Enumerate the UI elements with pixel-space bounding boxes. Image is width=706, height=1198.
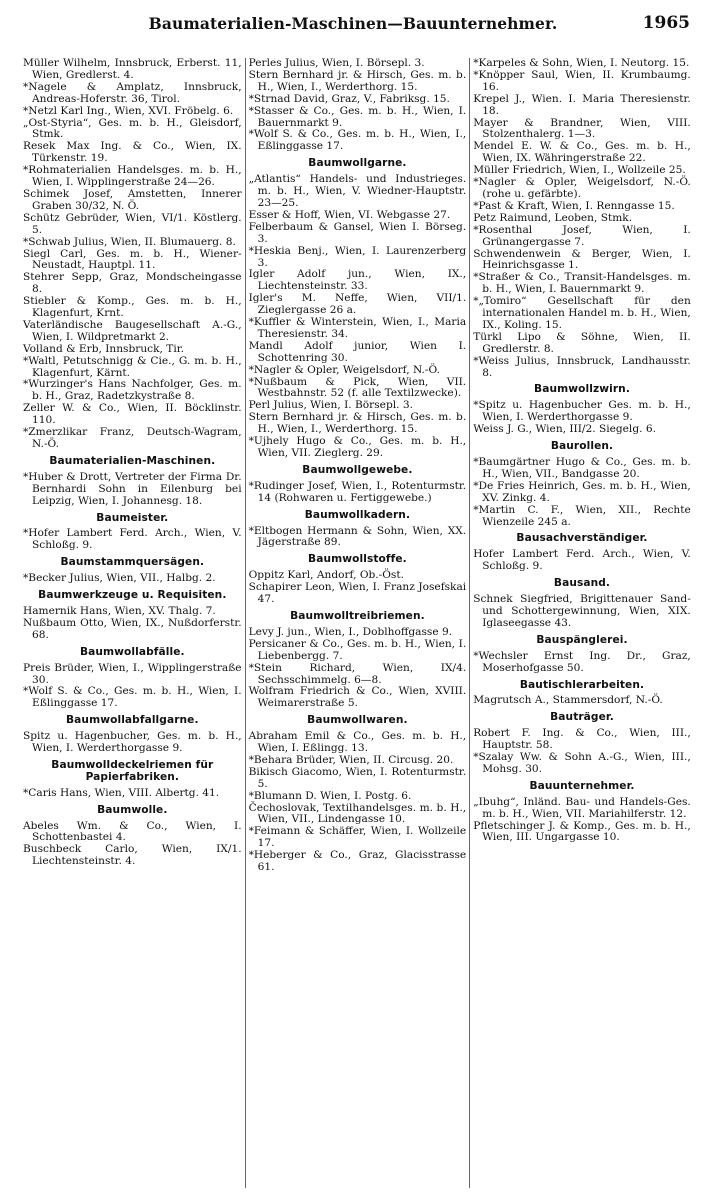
section-heading: Bausand.: [553, 577, 611, 590]
directory-entry: *Schwab Julius, Wien, II. Blumauerg. 8.: [23, 235, 236, 248]
directory-entry: Siegl Carl, Ges. m. b. H., Wiener-Neustadt, Hauptpl. 11.: [23, 247, 242, 272]
directory-entry: Preis Brüder, Wien, I., Wipplingerstraße 30.: [23, 661, 242, 686]
section-heading: Baumaterialien-Maschinen.: [49, 454, 216, 467]
directory-entry: Magrutsch A., Stammersdorf, N.-Ö.: [473, 694, 663, 707]
directory-entry: Türkl Lipo & Söhne, Wien, II. Gredlerstr. 8.: [473, 330, 691, 355]
section-heading: Bauträger.: [550, 711, 614, 724]
directory-entry: *Hofer Lambert Ferd. Arch., Wien, V. Schloßg. 9.: [23, 527, 242, 552]
directory-entry: Bikisch Giacomo, Wien, I. Rotenturmstr. 5.: [248, 765, 467, 790]
directory-entry: *Waltl, Petutschnigg & Cie., G. m. b. H., Klagenfurt, Kärnt.: [23, 354, 242, 379]
directory-entry: Felberbaum & Gansel, Wien I. Börseg. 3.: [248, 220, 467, 245]
directory-entry: Čechoslovak, Textilhandelsges. m. b. H., Wien, VII., Lindengasse 10.: [248, 801, 467, 826]
directory-entry: *Heskia Benj., Wien, I. Laurenzerberg 3.: [248, 244, 467, 269]
directory-entry: Igler Adolf jun., Wien, IX., Liechtensteinstr. 33.: [248, 268, 467, 293]
directory-entry: Buschbeck Carlo, Wien, IX/1. Liechtensteinstr. 4.: [23, 843, 242, 868]
directory-entry: Persicaner & Co., Ges. m. b. H., Wien, I. Liebenbergg. 7.: [248, 637, 467, 662]
directory-entry: Perl Julius, Wien, I. Börsepl. 3.: [248, 399, 413, 412]
directory-entry: Zeller W. & Co., Wien, II. Böcklinstr. 110.: [23, 402, 242, 427]
directory-columns: [20, 58, 694, 1188]
section-heading: Baumwollgarne.: [308, 157, 407, 170]
directory-entry: Levy J. jun., Wien, I., Doblhoffgasse 9.: [248, 625, 453, 638]
section-heading: Bautischlerarbeiten.: [519, 678, 645, 691]
directory-entry: *Rudinger Josef, Wien, I., Rotenturmstr. 14 (Rohwaren u. Fertiggewebe.): [248, 479, 467, 504]
directory-entry: *Becker Julius, Wien, VII., Halbg. 2.: [23, 572, 216, 585]
directory-entry: „Ibuhg“, Inländ. Bau- und Handels-Ges. m. b. H., Wien, VII. Mariahilferstr. 12.: [473, 795, 691, 820]
directory-entry: *Netzl Karl Ing., Wien, XVI. Fröbelg. 6.: [23, 104, 234, 117]
directory-entry: *Szalay Ww. & Sohn A.-G., Wien, III., Mohsg. 30.: [473, 751, 691, 775]
directory-entry: Schimek Josef, Amstetten, Innerer Graben 30/32, N. Ö.: [23, 187, 242, 212]
directory-entry: Stehrer Sepp, Graz, Mondscheingasse 8.: [23, 271, 242, 296]
directory-entry: Volland & Erb, Innsbruck, Tir.: [23, 342, 184, 355]
directory-entry: *Straßer & Co., Transit-Handelsges. m. b. H., Wien, I. Bauernmarkt 9.: [473, 271, 691, 296]
directory-entry: *Wurzinger's Hans Nachfolger, Ges. m. b. H., Graz, Radetzkystraße 8.: [23, 378, 242, 403]
directory-entry: *Wolf S. & Co., Ges. m. b. H., Wien, I., Eßlinggasse 17.: [248, 128, 467, 153]
directory-entry: *Kuffler & Winterstein, Wien, I., Maria Theresienstr. 34.: [248, 316, 467, 340]
directory-entry: Mayer & Brandner, Wien, VIII. Stolzenthalerg. 1—3.: [473, 116, 691, 141]
directory-entry: Schapirer Leon, Wien, I. Franz Josefskai 47.: [248, 581, 467, 606]
column-2: [245, 58, 470, 1188]
directory-entry: *Karpeles & Sohn, Wien, I. Neutorg. 15.: [473, 58, 690, 69]
directory-entry: *Nagler & Opler, Weigelsdorf, N.-Ö.: [248, 363, 440, 376]
directory-entry: *Rosenthal Josef, Wien, I. Grünangergasse 7.: [473, 223, 691, 248]
directory-entry: Mandl Adolf junior, Wien I. Schottenring 30.: [248, 339, 467, 364]
directory-entry: Müller Friedrich, Wien, I., Wollzeile 25.: [473, 164, 686, 177]
directory-entry: *Behara Brüder, Wien, II. Circusg. 20.: [248, 753, 454, 766]
section-heading: Baumwollabfallgarne.: [66, 714, 199, 727]
directory-entry: Abraham Emil & Co., Ges. m. b. H., Wien, I. Eßlingg. 13.: [248, 730, 467, 755]
directory-entry: Müller Wilhelm, Innsbruck, Erberst. 11, Wien, Gredlerst. 4.: [23, 58, 242, 81]
section-heading: Baumwollkadern.: [304, 508, 411, 521]
directory-entry: Igler's M. Neffe, Wien, VII/1. Zieglergasse 26 a.: [248, 292, 467, 317]
directory-entry: *Feimann & Schäffer, Wien, I. Wollzeile 17.: [248, 825, 467, 850]
directory-entry: Stiebler & Komp., Ges. m. b. H., Klagenfurt, Krnt.: [23, 295, 242, 320]
directory-entry: *Nagler & Opler, Weigelsdorf, N.-Ö. (rohe u. gefärbte).: [473, 176, 691, 200]
directory-entry: *Heberger & Co., Graz, Glacisstrasse 61.: [248, 849, 467, 874]
section-heading: Baumstammquersägen.: [60, 556, 205, 569]
section-heading: Baumwollabfälle.: [79, 645, 185, 658]
directory-entry: *Eltbogen Hermann & Sohn, Wien, XX. Jägerstraße 89.: [248, 524, 467, 549]
directory-entry: Vaterländische Baugesellschaft A.-G., Wien, I. Wildpretmarkt 2.: [23, 318, 242, 343]
directory-entry: Weiss J. G., Wien, III/2. Siegelg. 6.: [473, 423, 656, 436]
directory-entry: *Blumann D. Wien, I. Postg. 6.: [248, 789, 412, 802]
directory-entry: *Stasser & Co., Ges. m. b. H., Wien, I. Bauernmarkt 9.: [248, 104, 467, 129]
directory-entry: *Ujhely Hugo & Co., Ges. m. b. H., Wien, VII. Zieglerg. 29.: [248, 435, 467, 459]
directory-entry: *Stein Richard, Wien, IX/4. Sechsschimmelg. 6—8.: [248, 661, 467, 686]
directory-entry: *Rohmaterialien Handelsges. m. b. H., Wien, I. Wipplingerstraße 24—26.: [23, 164, 242, 189]
directory-entry: Hamernik Hans, Wien, XV. Thalg. 7.: [23, 604, 216, 617]
directory-entry: *Past & Kraft, Wien, I. Renngasse 15.: [473, 199, 675, 212]
directory-entry: Stern Bernhard jr. & Hirsch, Ges. m. b. H., Wien, I., Werderthorg. 15.: [248, 68, 467, 93]
section-heading: Baumwolltreibriemen.: [290, 609, 425, 622]
column-1: [20, 58, 245, 1188]
section-heading: Baumwolle.: [97, 803, 168, 816]
directory-entry: *Wolf S. & Co., Ges. m. b. H., Wien, I. Eßlinggasse 17.: [23, 685, 242, 710]
directory-entry: *Zmerzlikar Franz, Deutsch-Wagram, N.-Ö.: [23, 426, 242, 450]
section-heading: Baumeister.: [96, 511, 169, 524]
page-header: [14, 6, 692, 40]
section-heading: Baumwollwaren.: [307, 714, 408, 727]
column-3: [469, 58, 694, 1188]
section-heading: Bauspänglerei.: [536, 633, 628, 646]
running-title: Baumaterialien-Maschinen—Bauunternehmer.: [148, 13, 558, 33]
directory-entry: *Huber & Drott, Vertreter der Firma Dr. Bernhardi Sohn in Eilenburg bei Leipzig, Wien, I. Johannesg. 18.: [23, 470, 242, 507]
directory-entry: Schütz Gebrüder, Wien, VI/1. Köstlerg. 5.: [23, 211, 242, 236]
directory-entry: Schnek Siegfried, Brigittenauer Sand- und Schottergewinnung, Wien, XIX. Iglaseegasse 43.: [473, 593, 691, 629]
directory-entry: *Strnad David, Graz, V., Fabriksg. 15.: [248, 92, 450, 105]
directory-entry: Resek Max Ing. & Co., Wien, IX. Türkenstr. 19.: [23, 140, 242, 165]
directory-entry: Robert F. Ing. & Co., Wien, III., Hauptstr. 58.: [473, 727, 691, 752]
directory-entry: „Ost-Styria“, Ges. m. b. H., Gleisdorf, Stmk.: [23, 116, 242, 141]
directory-entry: Nußbaum Otto, Wien, IX., Nußdorferstr. 68.: [23, 616, 242, 641]
directory-entry: Oppitz Karl, Andorf, Ob.-Öst.: [248, 569, 404, 582]
directory-entry: *Wechsler Ernst Ing. Dr., Graz, Moserhofgasse 50.: [473, 649, 691, 674]
directory-entry: *Spitz u. Hagenbucher Ges. m. b. H., Wien, I. Werderthorgasse 9.: [473, 399, 691, 424]
directory-entry: Schwendenwein & Berger, Wien, I. Heinrichsgasse 1.: [473, 247, 691, 272]
directory-entry: Petz Raimund, Leoben, Stmk.: [473, 211, 633, 224]
directory-entry: *Caris Hans, Wien, VIII. Albertg. 41.: [23, 786, 220, 799]
section-heading: Baurollen.: [550, 440, 614, 453]
directory-entry: Krepel J., Wien. I. Maria Theresienstr. 18.: [473, 92, 691, 117]
section-heading: Baumwerkzeuge u. Requisiten.: [38, 589, 227, 602]
directory-entry: *Nagele & Amplatz, Innsbruck, Andreas-Hoferstr. 36, Tirol.: [23, 80, 242, 105]
section-heading: Baumwollzwirn.: [534, 383, 630, 396]
directory-entry: Spitz u. Hagenbucher, Ges. m. b. H., Wien, I. Werderthorgasse 9.: [23, 730, 242, 755]
directory-entry: *Martin C. F., Wien, XII., Rechte Wienzeile 245 a.: [473, 503, 691, 528]
section-heading: Bauunternehmer.: [529, 779, 635, 792]
directory-entry: *Baumgärtner Hugo & Co., Ges. m. b. H., Wien, VII., Bandgasse 20.: [473, 456, 691, 480]
page-number: 1965: [642, 13, 690, 33]
directory-entry: *Weiss Julius, Innsbruck, Landhausstr. 8.: [473, 354, 691, 379]
section-heading: Baumwolldeckelriemen für Papierfabriken.: [51, 758, 214, 783]
directory-entry: Stern Bernhard jr. & Hirsch, Ges. m. b. H., Wien, I., Werderthorg. 15.: [248, 411, 467, 436]
directory-entry: Wolfram Friedrich & Co., Wien, XVIII. Weimarerstraße 5.: [248, 685, 467, 710]
directory-entry: Abeles Wm. & Co., Wien, I. Schottenbastei 4.: [23, 819, 242, 844]
directory-entry: *Nußbaum & Pick, Wien, VII. Westbahnstr. 52 (f. alle Textilzwecke).: [248, 375, 467, 400]
directory-entry: Esser & Hoff, Wien, VI. Webgasse 27.: [248, 208, 451, 221]
directory-entry: *„Tomiro“ Gesellschaft für den internationalen Handel m. b. H., Wien, IX., Koling. 15.: [473, 295, 691, 331]
directory-entry: „Atlantis“ Handels- und Industrieges. m. b. H., Wien, V. Wiedner-Hauptstr. 23—25.: [248, 173, 467, 209]
section-heading: Bausachverständiger.: [516, 532, 648, 545]
directory-entry: *De Fries Heinrich, Ges. m. b. H., Wien, XV. Zinkg. 4.: [473, 479, 691, 504]
directory-entry: Pfletschinger J. & Komp., Ges. m. b. H., Wien, III. Ungargasse 10.: [473, 819, 691, 844]
directory-entry: *Knöpper Saul, Wien, II. Krumbaumg. 16.: [473, 68, 691, 93]
directory-entry: Perles Julius, Wien, I. Börsepl. 3.: [248, 58, 425, 69]
section-heading: Baumwollstoffe.: [308, 553, 407, 566]
directory-entry: Mendel E. W. & Co., Ges. m. b. H., Wien, IX. Währingerstraße 22.: [473, 140, 691, 165]
directory-entry: Hofer Lambert Ferd. Arch., Wien, V. Schloßg. 9.: [473, 548, 691, 573]
section-heading: Baumwollgewebe.: [302, 463, 413, 476]
